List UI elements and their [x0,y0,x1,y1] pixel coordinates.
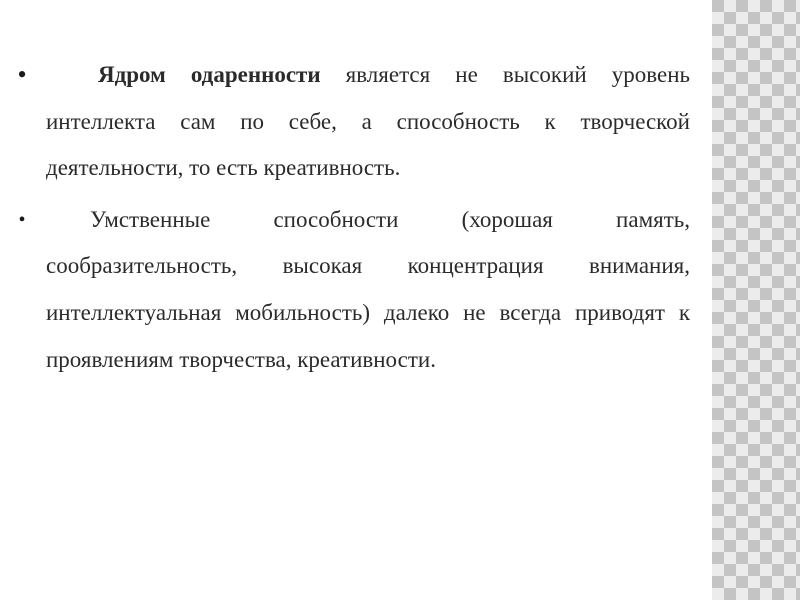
bullet-dot-icon: • [18,208,26,231]
bullet-item-1 [12,52,690,192]
bullet-item-2 [12,197,690,383]
bullet-dot-icon: • [17,60,27,89]
decorative-side-panel [712,0,800,600]
bullet-emphasis: Ядром одаренности [98,62,321,87]
bullet-text: является не высокий уровень интеллекта сам по себе, а способность к творческой деятельности, то есть креативность. [46,62,691,181]
bullet-text: Умственные способности (хорошая память, сообразительность, высокая концентрация внимания, интеллектуальная мобильность) далеко не всегда приводят к проявлениям творчества, креативности. [46,206,690,372]
slide-body [12,52,690,383]
